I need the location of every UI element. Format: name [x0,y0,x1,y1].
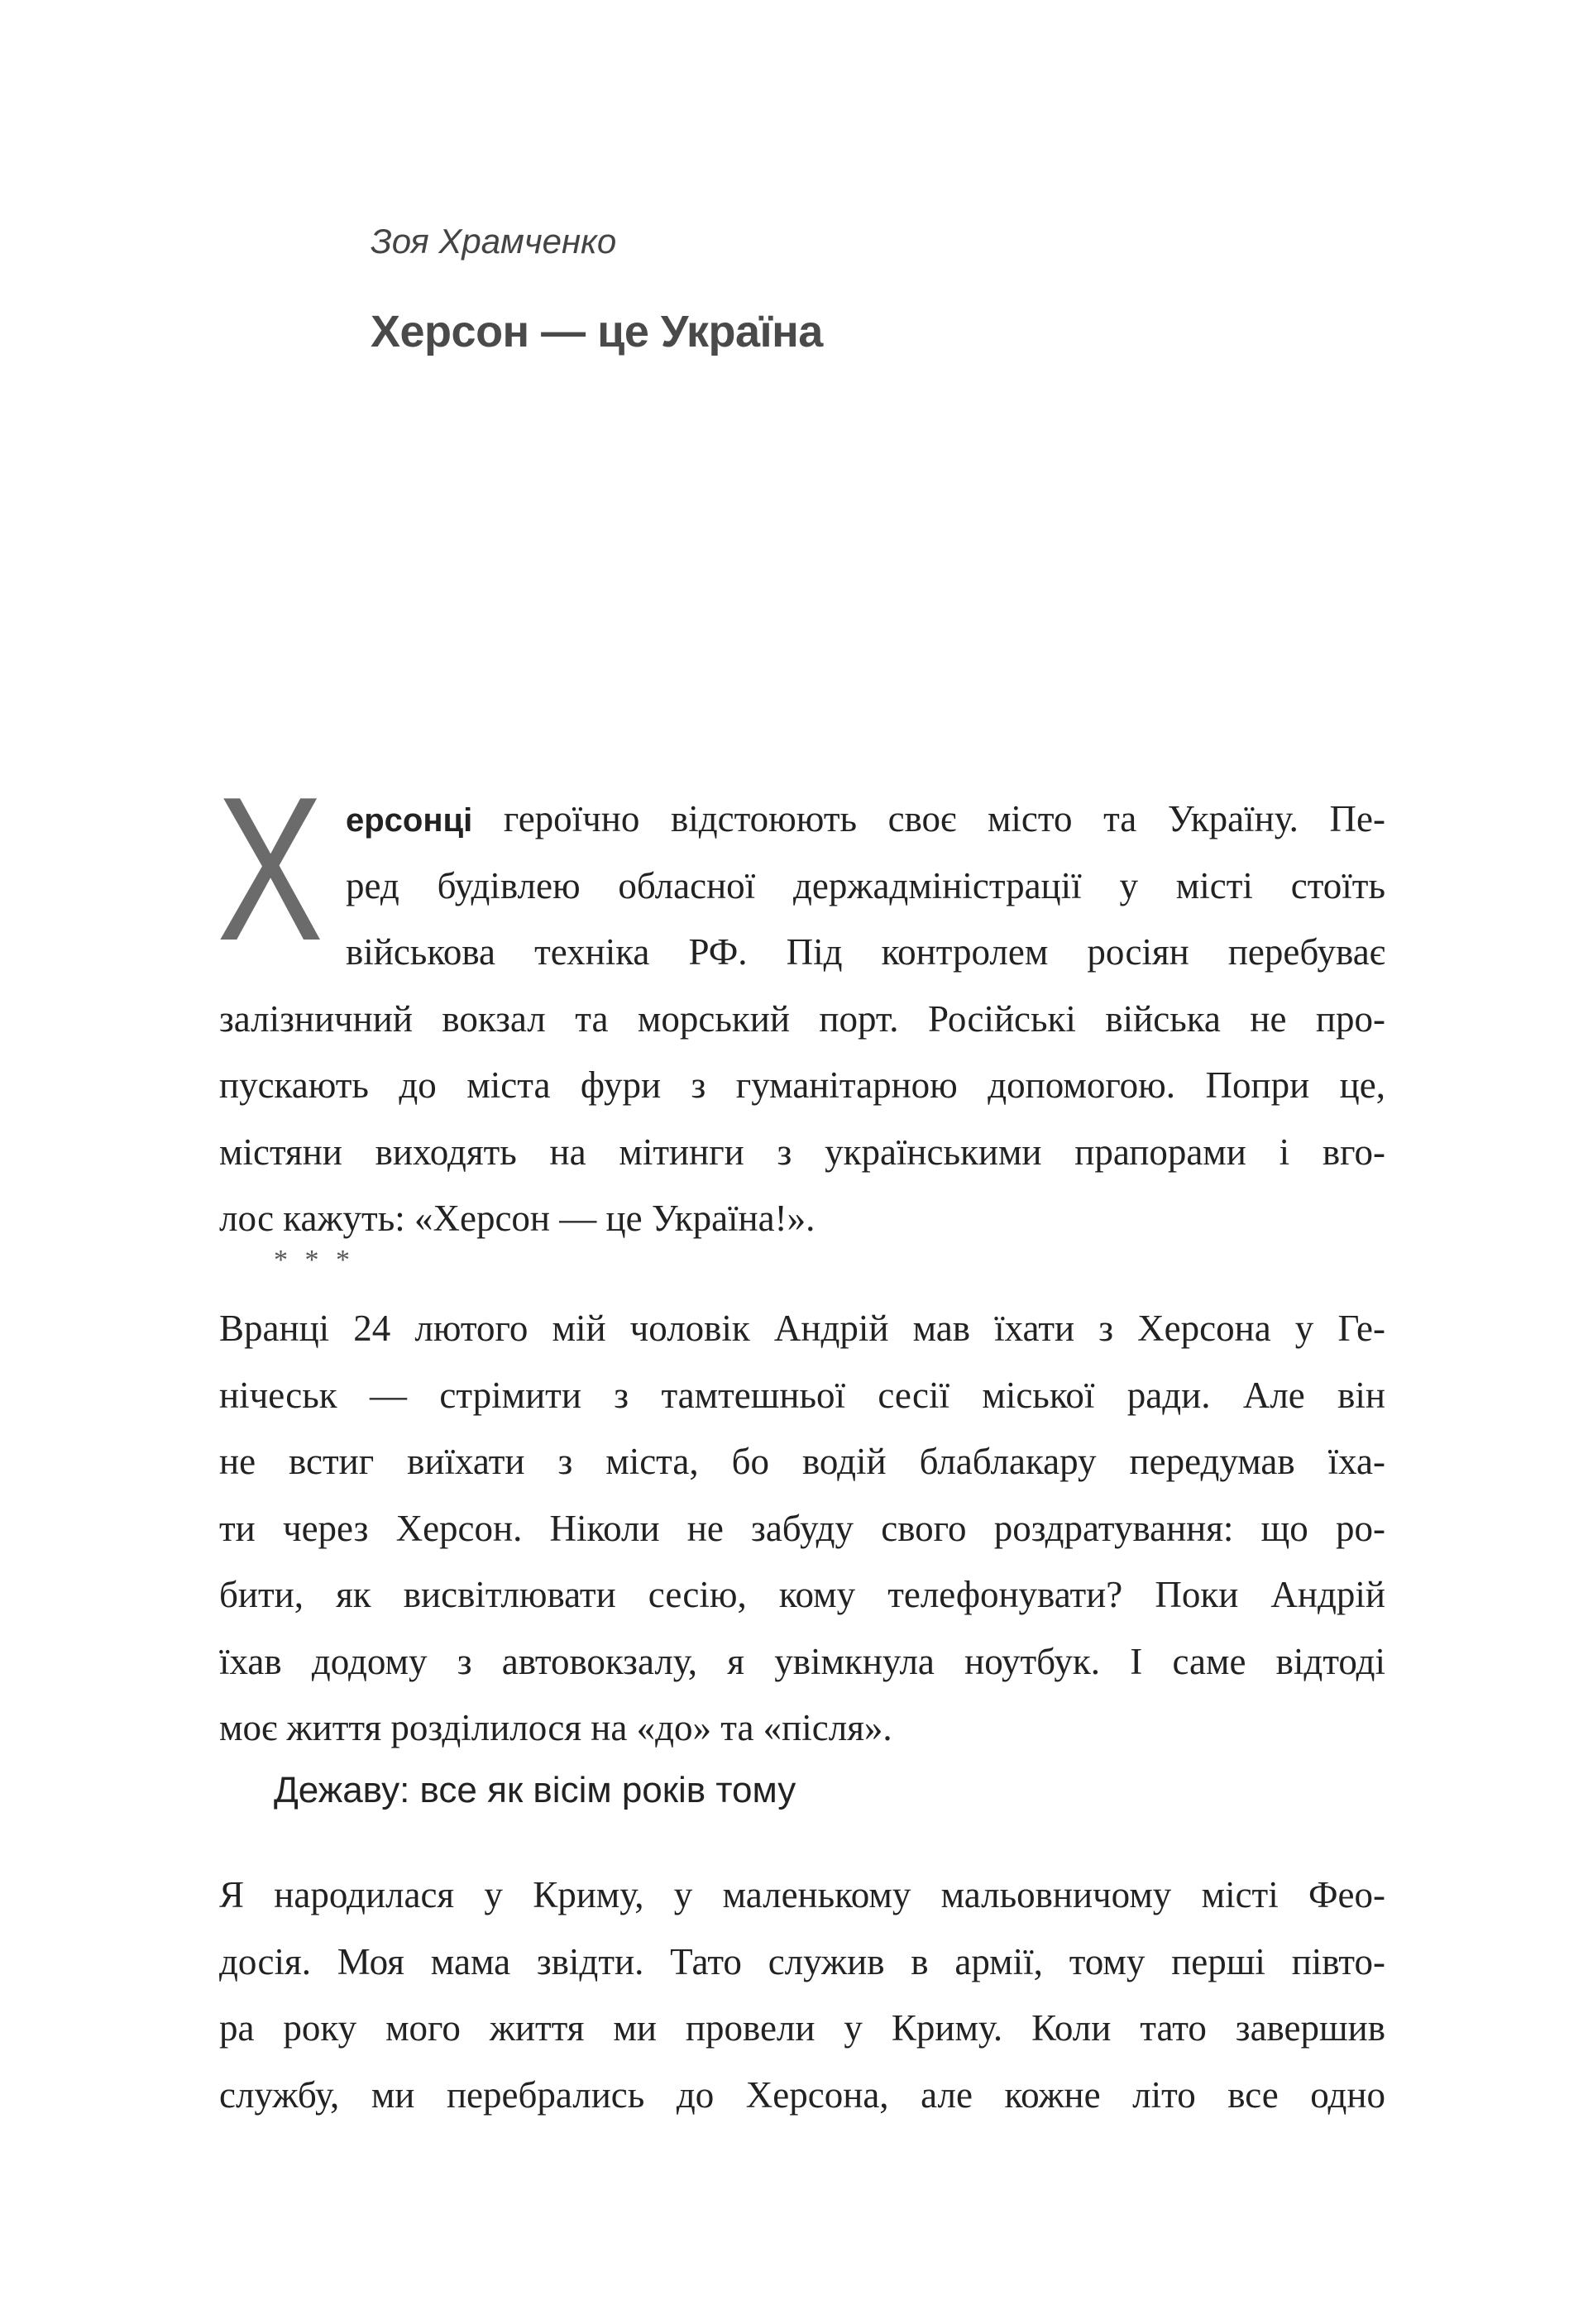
text-line: не встиг виїхати з міста, бо водій блаблакару передумав їха- [219,1441,1385,1482]
paragraph-intro [219,786,1385,1252]
text-line: нічеськ — стрімити з тамтешньої сесії міської ради. Але він [219,1374,1385,1416]
text-line: бити, як висвітлювати сесію, кому телефонувати? Поки Андрій [219,1574,1385,1615]
text-line: службу, ми перебрались до Херсона, але кожне літо все одно [219,2073,1385,2116]
text-line: лос кажуть: «Херсон — це Україна!». [219,1198,816,1239]
text-line: залізничний вокзал та морський порт. Російські війська не про- [219,997,1385,1040]
text-line: містяни виходять на мітинги з українськими прапорами і вго- [219,1131,1385,1173]
text-line: досія. Моя мама звідти. Тато служив в армії, тому перші півто- [219,1940,1385,1982]
text-line: їхав додому з автовокзалу, я увімкнула ноутбук. І саме відтоді [219,1640,1385,1682]
text-line: Я народилася у Криму, у маленькому мальовничому місті Фео- [219,1874,1385,1915]
chapter-title: Херсон — це Україна [371,307,823,356]
drop-cap: Х [217,753,324,983]
paragraph-morning [219,1295,1385,1762]
text-line: Вранці 24 лютого мій чоловік Андрій мав їхати з Херсона у Ге- [219,1308,1385,1349]
text-line: ред будівлею обласної держадміністрації у місті стоїть [346,864,1385,906]
text-line: пускають до міста фури з гуманітарною допомогою. Попри це, [219,1064,1385,1106]
text-line: моє життя розділилося на «до» та «після». [219,1707,892,1748]
text-line-rest: героїчно відстоюють своє місто та Україну. Пе- [472,798,1385,839]
paragraph-crimea [219,1862,1385,2128]
subheading: Дежаву: все як вісім років тому [274,1770,796,1810]
text-line [346,786,1385,853]
text-line: військова техніка РФ. Під контролем росіян перебуває [346,931,1385,973]
section-separator: * * * [274,1245,355,1275]
text-line: ти через Херсон. Ніколи не забуду свого роздратування: що ро- [219,1507,1385,1549]
lead-word: ерсонці [346,802,473,839]
author-name: Зоя Храмченко [371,222,617,261]
text-line: ра року мого життя ми провели у Криму. Коли тато завершив [219,2007,1385,2049]
